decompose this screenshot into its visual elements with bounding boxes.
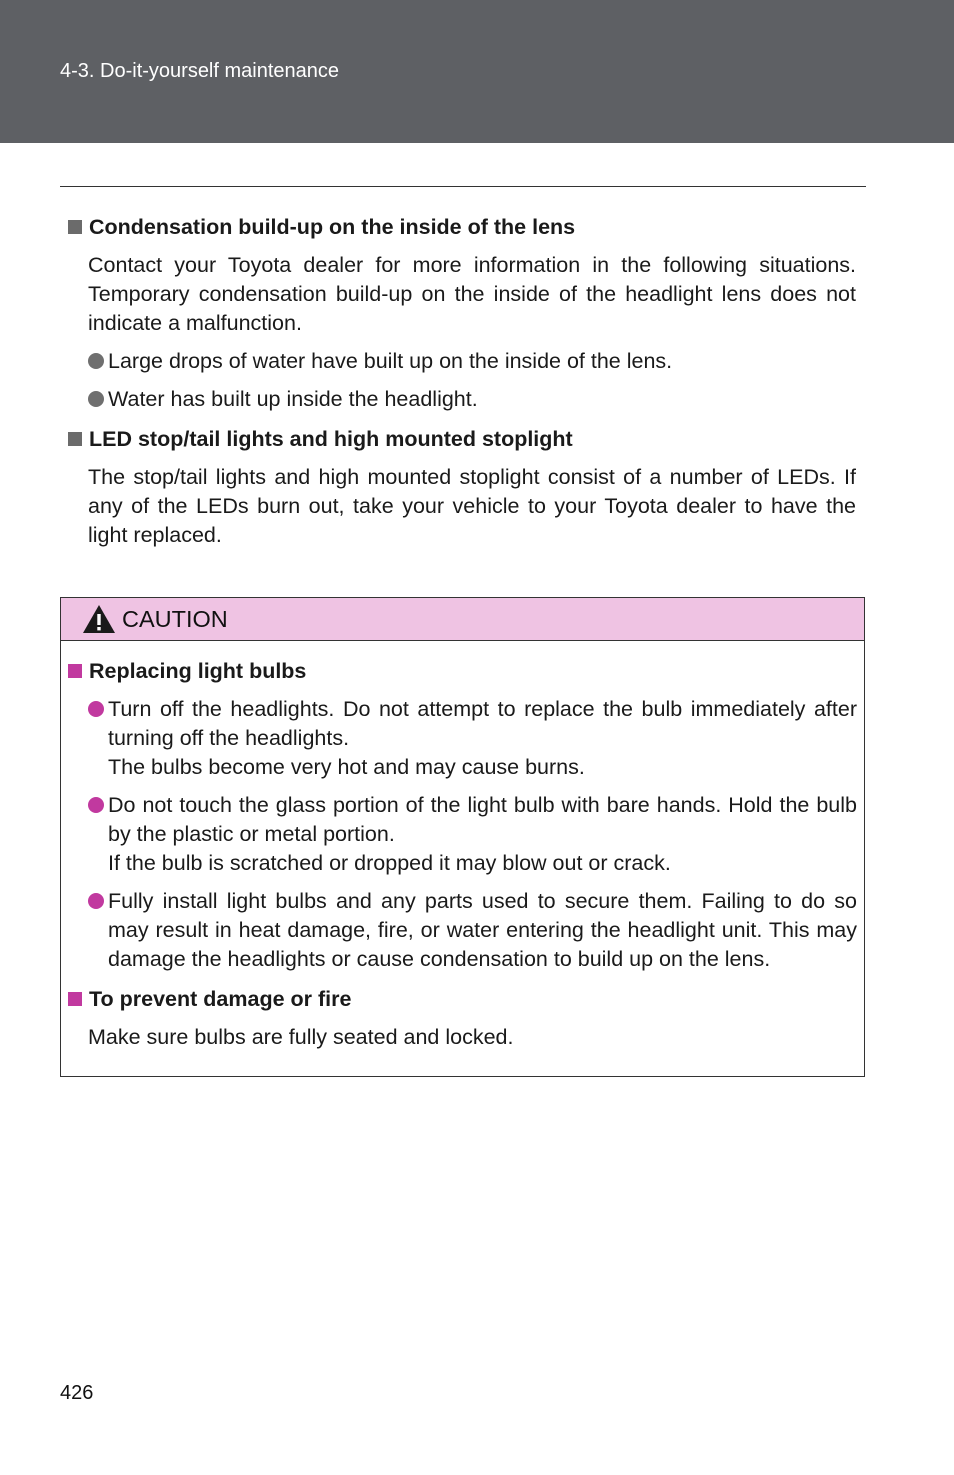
list-item: [88, 887, 857, 974]
section-title: 4-3. Do-it-yourself maintenance: [60, 60, 340, 82]
page-number: 426: [60, 1382, 94, 1404]
note-heading-text: LED stop/tail lights and high mounted stoplight: [89, 427, 573, 451]
caution-heading-text: To prevent damage or fire: [89, 987, 352, 1011]
list-item-note: If the bulb is scratched or dropped it may blow out or crack.: [108, 851, 671, 875]
circle-bullet-icon: [88, 353, 104, 369]
notes-section: [66, 212, 856, 550]
list-item: [88, 791, 857, 878]
caution-box: [60, 597, 865, 1077]
list-item-main: Fully install light bulbs and any parts used to secure them. Failing to do so may result in heat damage, fire, or water entering the headlight unit. This may damage the headlights or cause condensation to build up on the lens.: [108, 889, 857, 971]
list-item-main: Do not touch the glass portion of the light bulb with bare hands. Hold the bulb by the plastic or metal portion.: [108, 793, 857, 846]
square-bullet-icon: [68, 992, 82, 1006]
list-item-text: [108, 695, 857, 782]
circle-bullet-icon: [88, 893, 104, 909]
circle-bullet-icon: [88, 701, 104, 717]
list-item-text: [108, 791, 857, 878]
note-heading: [66, 424, 856, 454]
caution-heading: [66, 656, 857, 686]
list-item-text: Water has built up inside the headlight.: [108, 387, 478, 411]
square-bullet-icon: [68, 664, 82, 678]
list-item-text: [108, 887, 857, 974]
caution-header: [61, 598, 864, 641]
list-item-text: Large drops of water have built up on the inside of the lens.: [108, 349, 673, 373]
warning-triangle-icon: [81, 603, 117, 635]
list-item: [88, 695, 857, 782]
circle-bullet-icon: [88, 391, 104, 407]
caution-body-text: Make sure bulbs are fully seated and locked.: [88, 1025, 514, 1049]
header-band: [0, 0, 954, 143]
list-item: [88, 347, 856, 376]
divider: [60, 186, 866, 187]
note-heading: [66, 212, 856, 242]
square-bullet-icon: [68, 220, 82, 234]
caution-heading: [66, 984, 857, 1014]
list-item-note: The bulbs become very hot and may cause burns.: [108, 755, 585, 779]
note-body: The stop/tail lights and high mounted stoplight consist of a number of LEDs. If any of the LEDs burn out, take your vehicle to your Toyota dealer to have the light replaced.: [88, 465, 856, 547]
list-item: [88, 385, 856, 414]
note-heading-text: Condensation build-up on the inside of the lens: [89, 215, 576, 239]
caution-body: [66, 656, 857, 1052]
circle-bullet-icon: [88, 797, 104, 813]
square-bullet-icon: [68, 432, 82, 446]
list-item-main: Turn off the headlights. Do not attempt to replace the bulb immediately after turning off the headlights.: [108, 697, 857, 750]
caution-title: CAUTION: [122, 605, 228, 632]
note-body: Contact your Toyota dealer for more information in the following situations. Temporary condensation build-up on the inside of the headlight lens does not indicate a malfunction.: [88, 253, 856, 335]
caution-heading-text: Replacing light bulbs: [89, 659, 307, 683]
